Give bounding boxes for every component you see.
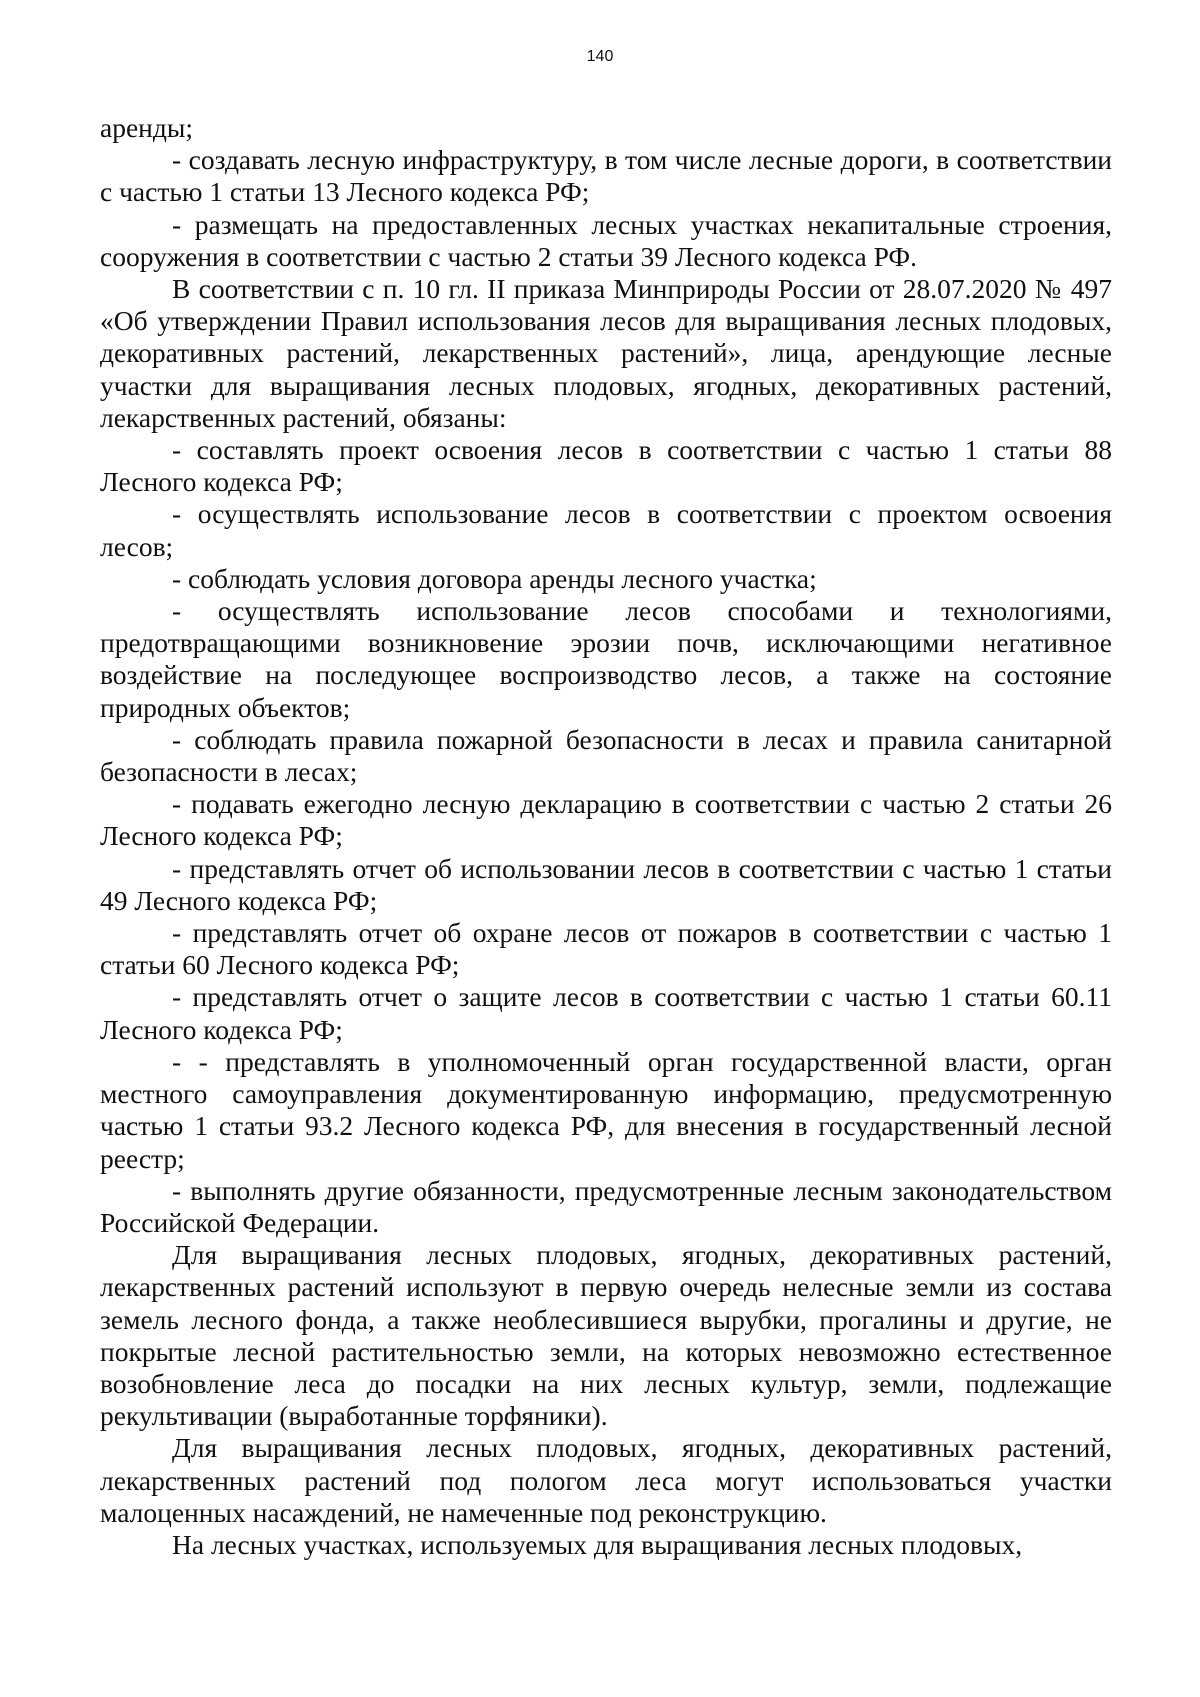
list-item-erosion-prevention: - осуществлять использование лесов способами и технологиями, предотвращающими возникновение эрозии почв, исключающими негативное воздействие на последующее воспроизводство лесов, а также на состояние природных объектов; [100,595,1112,723]
paragraph-continued-next-page: На лесных участках, используемых для выращивания лесных плодовых, [172,1528,1023,1560]
paragraph-under-canopy: Для выращивания лесных плодовых, ягодных, декоративных растений, лекарственных растений под пологом леса могут использоваться участки малоценных насаждений, не намеченные под реконструкцию. [100,1432,1112,1528]
page-number: 140 [586,48,614,65]
list-item-forest-register: - - представлять в уполномоченный орган государственной власти, орган местного самоуправления документированную информацию, предусмотренную частью 1 статьи 93.2 Лесного кодекса РФ, для внесения в государственный лесной реестр; [100,1045,1112,1174]
list-item-fire-safety: - соблюдать правила пожарной безопасности в лесах и правила санитарной безопасности в лесах; [100,723,1112,788]
paragraph-order-497: В соответствии с п. 10 гл. II приказа Минприроды России от 28.07.2020 № 497 «Об утверждении Правил использования лесов для выращивания лесных плодовых, декоративных растений, лекарственных растений», лица, арендующие лесные участки для выращивания лесных плодовых, ягодных, декоративных растений, лекарственных растений, обязаны: [100,273,1112,433]
list-item-other-duties: - выполнять другие обязанности, предусмотренные лесным законодательством Российской Федерации. [100,1174,1112,1238]
list-item-use-per-project: - осуществлять использование лесов в соответствии с проектом освоения лесов; [100,498,1112,562]
paragraph-non-forest-lands: Для выращивания лесных плодовых, ягодных, декоративных растений, лекарственных растений используют в первую очередь нелесные земли из состава земель лесного фонда, а также необлесившиеся вырубки, прогалины и другие, не покрытые лесной растительностью земли, на которых невозможно естественное возобновление леса до посадки на них лесных культур, земли, подлежащие рекультивации (выработанные торфяники). [100,1239,1112,1432]
list-item-forest-declaration: - подавать ежегодно лесную декларацию в соответствии с частью 2 статьи 26 Лесного кодекса РФ; [100,788,1112,852]
list-item-forest-protection-report: - представлять отчет о защите лесов в соответствии с частью 1 статьи 60.11 Лесного кодекса РФ; [100,981,1112,1045]
list-item-fire-protection-report: - представлять отчет об охране лесов от пожаров в соответствии с частью 1 статьи 60 Лесного кодекса РФ; [100,917,1112,981]
list-item-development-project: - составлять проект освоения лесов в соответствии с частью 1 статьи 88 Лесного кодекса РФ; [100,434,1112,498]
list-item-use-report: - представлять отчет об использовании лесов в соответствии с частью 1 статьи 49 Лесного кодекса РФ; [100,852,1112,916]
list-item-temporary-structures: - размещать на предоставленных лесных участках некапитальные строения, сооружения в соответствии с частью 2 статьи 39 Лесного кодекса РФ. [100,208,1112,272]
list-item-lease-conditions: - соблюдать условия договора аренды лесного участка; [172,562,817,594]
paragraph-continuation: аренды; [100,112,193,143]
list-item-forest-infrastructure: - создавать лесную инфраструктуру, в том числе лесные дороги, в соответствии с частью 1 статьи 13 Лесного кодекса РФ; [100,144,1112,208]
document-body [100,112,1112,1561]
